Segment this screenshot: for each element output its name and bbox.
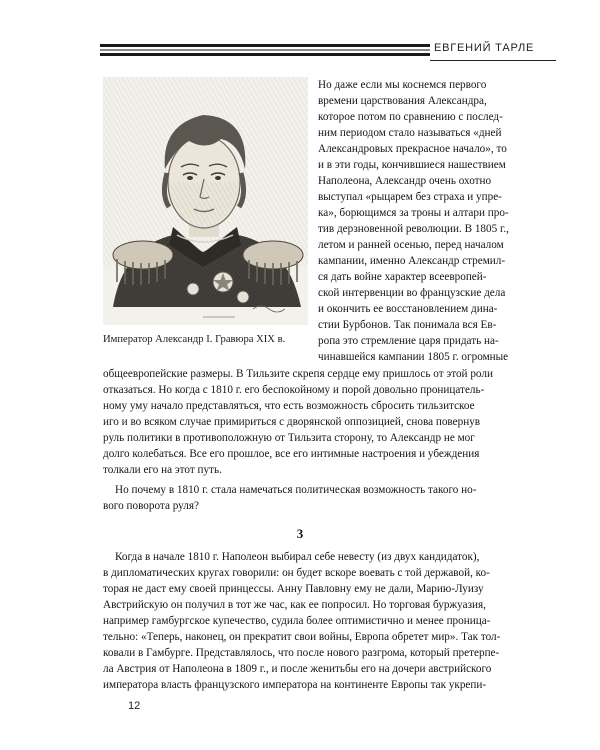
text-line: иго и во всяком случае примириться с дворянской оппозицией, снова повернув xyxy=(103,416,481,428)
text-line: летом и ранней осенью, перед началом xyxy=(318,239,504,251)
text-line: и в эти годы, кончившиеся нашествием xyxy=(318,159,506,171)
text-line: ковали в Гамбурге. Представлялось, что после нового разгрома, который претерпе- xyxy=(103,647,500,659)
text-line: толкали его на этот путь. xyxy=(103,464,222,476)
text-line: Но даже если мы коснемся первого xyxy=(318,79,487,91)
section-number: 3 xyxy=(296,526,304,541)
text-line: ла Австрия от Наполеона в 1809 г., и после женитьбы его на дочери австрийского xyxy=(103,663,492,675)
figure-caption: Император Александр I. Гравюра XIX в. xyxy=(103,334,286,345)
text-line: ка», борющимся за троны и алтари про- xyxy=(318,207,509,219)
text-line: стии Бурбонов. Так понимала вся Ев- xyxy=(318,319,497,331)
text-line: отказаться. Но когда с 1810 г. его беспокойному и порой довольно проницатель- xyxy=(103,384,485,396)
text-line: Александровых прекрасное начало», то xyxy=(318,143,507,155)
text-line: торая не даст ему своей принцессы. Анну Павловну ему не дали, Марию-Луизу xyxy=(103,583,484,595)
text-line: Когда в начале 1810 г. Наполеон выбирал себе невесту (из двух кандидаток), xyxy=(115,551,480,563)
text-line: императора власть французского императора на континенте Европы так укрепи- xyxy=(103,679,487,691)
text-line: Австрийскую он получил в тот же час, как ее попросил. Но торговая буржуазия, xyxy=(103,599,486,611)
text-line: кампании, именно Александр стремил- xyxy=(318,255,506,267)
running-head: ЕВГЕНИЙ ТАРЛЕ xyxy=(434,42,535,54)
text-line: и окончить ее восстановлением дина- xyxy=(318,303,498,315)
header-rule xyxy=(430,60,556,61)
text-line: которое потом по сравнению с послед- xyxy=(318,111,503,123)
text-line: чинавшейся кампании 1805 г. огромные xyxy=(318,351,509,363)
text-line: вого поворота руля? xyxy=(103,500,199,512)
text-line: ним периодом стало называться «дней xyxy=(318,127,502,139)
text-line: ному уму начало представляться, что есть возможность сбросить тильзитское xyxy=(103,400,475,412)
text-line: ся дать войне характер всеевропей- xyxy=(318,271,487,283)
text-line: тив дерзновенной революции. В 1805 г., xyxy=(318,223,509,235)
page-number: 12 xyxy=(128,700,141,712)
text-line: ропа это стремление царя придать на- xyxy=(318,335,499,347)
text-line: например гамбургское купечество, судила более оптимистично и менее проница- xyxy=(103,615,491,627)
text-line: ской интервенции во французские дела xyxy=(318,287,506,299)
text-line: тельно: «Теперь, наконец, он прекратит свои войны, Европа обретет мир». Так тол- xyxy=(103,631,501,643)
text-line: долго колебаться. Все его прошлое, все его интимные настроения и убеждения xyxy=(103,448,480,460)
text-line: руль политики в противоположную от Тильзита сторону, то Александр не мог xyxy=(103,432,475,444)
portrait-engraving xyxy=(103,77,308,325)
text-line: выступал «рыцарем без страха и упре- xyxy=(318,191,502,203)
text-line: общеевропейские размеры. В Тильзите скрепя сердце ему пришлось от этой роли xyxy=(103,368,493,380)
text-line: времени царствования Александра, xyxy=(318,95,487,107)
text-line: в дипломатических кругах говорили: он будет вскоре воевать с той державой, ко- xyxy=(103,567,490,579)
header-ribbon-ornament xyxy=(100,44,430,57)
text-line: Наполеона, Александр очень охотно xyxy=(318,175,492,187)
text-line: Но почему в 1810 г. стала намечаться политическая возможность такого но- xyxy=(115,484,477,496)
